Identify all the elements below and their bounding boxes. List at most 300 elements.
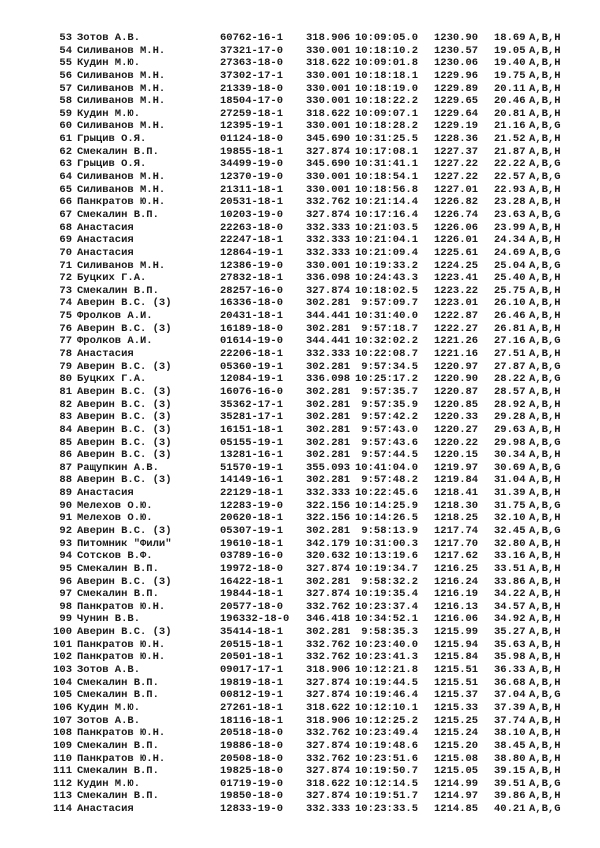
ring-number: 60762-16-1 [220,32,284,44]
percent: 32.45 [494,524,526,537]
arrival-time: 10:12:14.5 [355,777,419,790]
arrival-time: 10:17:08.1 [355,145,419,158]
place-number: 81 [59,385,72,398]
arrival-time: 10:23:40.0 [355,638,419,651]
percent: 34.22 [494,588,526,601]
table-row [48,196,593,209]
table-row [48,32,593,45]
speed: 1226.74 [434,208,479,221]
place-number: 104 [53,676,72,689]
ring-number: 14149-16-1 [220,474,284,487]
ring-number: 01124-18-0 [220,133,284,146]
ring-number: 34499-19-0 [220,158,284,171]
arrival-time: 9:57:35.9 [355,398,419,411]
place-number: 74 [59,297,72,310]
speed: 1230.06 [434,57,479,70]
place-number: 76 [59,322,72,335]
table-row [48,576,593,589]
percent: 34.57 [494,600,526,613]
speed: 1216.13 [434,600,479,613]
place-number: 75 [59,310,72,323]
distance: 330.001 [306,183,351,196]
table-row [48,449,593,462]
distance: 302.281 [306,423,351,436]
percent: 24.69 [494,246,526,259]
fancier-name: Силиванов М.Н. [77,259,166,272]
fancier-name: Грыцив О.Я. [77,133,147,146]
groups: A,B,G [529,461,561,474]
groups: A,B,H [529,600,561,613]
groups: A,B,H [529,69,561,82]
table-row [48,146,593,159]
place-number: 79 [59,360,72,373]
speed: 1227.37 [434,145,479,158]
ring-number: 19855-18-1 [220,145,284,158]
groups: A,B,H [529,348,561,361]
percent: 21.16 [494,120,526,133]
groups: A,B,G [529,158,561,171]
ring-number: 27832-18-1 [220,272,284,285]
table-row [48,335,593,348]
fancier-name: Мелехов О.Ю. [77,512,153,525]
arrival-time: 10:31:00.3 [355,537,419,550]
table-row [48,613,593,626]
speed: 1215.20 [434,739,479,752]
place-number: 99 [59,613,72,626]
distance: 355.093 [306,461,351,474]
arrival-time: 10:19:48.6 [355,739,419,752]
speed: 1217.62 [434,550,479,563]
distance: 327.874 [306,765,351,778]
distance: 302.281 [306,322,351,335]
place-number: 71 [59,259,72,272]
table-row [48,323,593,336]
results-table [48,32,593,816]
table-row [48,588,593,601]
speed: 1218.41 [434,487,479,500]
ring-number: 20577-18-0 [220,600,284,613]
table-row [48,373,593,386]
speed: 1219.84 [434,474,479,487]
fancier-name: Аверин В.С. (3) [77,626,172,639]
speed: 1214.97 [434,790,479,803]
ring-number: 12864-19-1 [220,246,284,259]
speed: 1226.06 [434,221,479,234]
ring-number: 28257-16-0 [220,284,284,297]
percent: 26.46 [494,310,526,323]
arrival-time: 10:19:34.7 [355,562,419,575]
distance: 327.874 [306,739,351,752]
place-number: 113 [53,790,72,803]
table-row [48,57,593,70]
percent: 20.46 [494,95,526,108]
percent: 35.27 [494,626,526,639]
table-row [48,778,593,791]
table-row [48,361,593,374]
arrival-time: 9:57:43.0 [355,423,419,436]
groups: A,B,H [529,398,561,411]
percent: 27.16 [494,335,526,348]
table-row [48,209,593,222]
place-number: 62 [59,145,72,158]
speed: 1226.01 [434,234,479,247]
percent: 19.05 [494,44,526,57]
fancier-name: Фролков А.И. [77,335,153,348]
fancier-name: Силиванов М.Н. [77,120,166,133]
arrival-time: 10:23:51.6 [355,752,419,765]
percent: 27.51 [494,348,526,361]
table-row [48,601,593,614]
distance: 327.874 [306,562,351,575]
ring-number: 20515-18-1 [220,638,284,651]
place-number: 111 [53,765,72,778]
percent: 37.39 [494,701,526,714]
ring-number: 16189-18-0 [220,322,284,335]
table-row [48,689,593,702]
arrival-time: 10:13:19.6 [355,550,419,563]
speed: 1224.25 [434,259,479,272]
speed: 1223.22 [434,284,479,297]
ring-number: 19972-18-0 [220,562,284,575]
speed: 1229.64 [434,107,479,120]
place-number: 89 [59,487,72,500]
distance: 332.762 [306,638,351,651]
place-number: 65 [59,183,72,196]
table-row [48,512,593,525]
arrival-time: 10:21:03.5 [355,221,419,234]
arrival-time: 9:57:18.7 [355,322,419,335]
place-number: 60 [59,120,72,133]
speed: 1222.27 [434,322,479,335]
percent: 20.11 [494,82,526,95]
percent: 23.28 [494,196,526,209]
percent: 29.98 [494,436,526,449]
table-row [48,740,593,753]
place-number: 97 [59,588,72,601]
place-number: 108 [53,727,72,740]
percent: 28.57 [494,385,526,398]
arrival-time: 9:57:44.5 [355,449,419,462]
arrival-time: 10:18:02.5 [355,284,419,297]
place-number: 73 [59,284,72,297]
distance: 302.281 [306,297,351,310]
arrival-time: 10:09:07.1 [355,107,419,120]
place-number: 70 [59,246,72,259]
fancier-name: Анастасия [77,221,134,234]
table-row [48,765,593,778]
table-row [48,386,593,399]
ring-number: 19844-18-1 [220,588,284,601]
groups: A,B,H [529,423,561,436]
groups: A,B,H [529,575,561,588]
percent: 23.63 [494,208,526,221]
table-row [48,563,593,576]
arrival-time: 10:32:02.2 [355,335,419,348]
percent: 21.87 [494,145,526,158]
speed: 1229.19 [434,120,479,133]
ring-number: 16422-18-1 [220,575,284,588]
speed: 1221.26 [434,335,479,348]
fancier-name: Силиванов М.Н. [77,183,166,196]
arrival-time: 10:14:25.9 [355,499,419,512]
arrival-time: 10:23:37.4 [355,600,419,613]
percent: 30.34 [494,449,526,462]
fancier-name: Силиванов М.Н. [77,69,166,82]
percent: 29.28 [494,411,526,424]
ring-number: 20518-18-0 [220,727,284,740]
arrival-time: 10:18:28.2 [355,120,419,133]
percent: 39.86 [494,790,526,803]
table-row [48,108,593,121]
percent: 36.68 [494,676,526,689]
speed: 1216.06 [434,613,479,626]
distance: 332.762 [306,727,351,740]
fancier-name: Буцких Г.А. [77,272,147,285]
place-number: 63 [59,158,72,171]
table-row [48,664,593,677]
ring-number: 22129-18-1 [220,487,284,500]
fancier-name: Аверин В.С. (3) [77,524,172,537]
speed: 1215.37 [434,689,479,702]
speed: 1215.05 [434,765,479,778]
fancier-name: Кудин М.Ю. [77,777,141,790]
speed: 1227.01 [434,183,479,196]
arrival-time: 10:41:04.0 [355,461,419,474]
fancier-name: Панкратов Ю.Н. [77,752,166,765]
table-row [48,297,593,310]
percent: 28.22 [494,373,526,386]
distance: 302.281 [306,524,351,537]
fancier-name: Анастасия [77,234,134,247]
table-row [48,500,593,513]
fancier-name: Аверин В.С. (3) [77,423,172,436]
table-row [48,639,593,652]
groups: A,B,H [529,32,561,44]
fancier-name: Анастасия [77,246,134,259]
arrival-time: 10:34:52.1 [355,613,419,626]
arrival-time: 10:24:43.3 [355,272,419,285]
arrival-time: 10:14:26.5 [355,512,419,525]
percent: 19.40 [494,57,526,70]
fancier-name: Силиванов М.Н. [77,95,166,108]
arrival-time: 10:12:25.2 [355,714,419,727]
place-number: 96 [59,575,72,588]
groups: A,B,G [529,373,561,386]
speed: 1230.57 [434,44,479,57]
ring-number: 27261-18-1 [220,701,284,714]
percent: 27.87 [494,360,526,373]
arrival-time: 10:21:14.4 [355,196,419,209]
distance: 332.333 [306,234,351,247]
table-row [48,95,593,108]
ring-number: 16151-18-1 [220,423,284,436]
arrival-time: 10:18:10.2 [355,44,419,57]
place-number: 103 [53,664,72,677]
ring-number: 13281-16-1 [220,449,284,462]
place-number: 59 [59,107,72,120]
distance: 327.874 [306,145,351,158]
ring-number: 05307-19-1 [220,524,284,537]
arrival-time: 10:12:21.8 [355,664,419,677]
place-number: 88 [59,474,72,487]
fancier-name: Смекалин В.П. [77,284,159,297]
distance: 344.441 [306,310,351,323]
ring-number: 196332-18-0 [220,613,290,626]
fancier-name: Кудин М.Ю. [77,107,141,120]
groups: A,B,G [529,499,561,512]
percent: 31.75 [494,499,526,512]
distance: 327.874 [306,588,351,601]
fancier-name: Зотов А.В. [77,664,141,677]
arrival-time: 9:57:43.6 [355,436,419,449]
speed: 1227.22 [434,158,479,171]
ring-number: 12084-19-1 [220,373,284,386]
arrival-time: 10:31:41.1 [355,158,419,171]
percent: 37.74 [494,714,526,727]
groups: A,B,G [529,777,561,790]
groups: A,B,H [529,676,561,689]
fancier-name: Аверин В.С. (3) [77,398,172,411]
distance: 302.281 [306,436,351,449]
fancier-name: Сотсков В.Ф. [77,550,153,563]
table-row [48,133,593,146]
fancier-name: Анастасия [77,803,134,816]
fancier-name: Анастасия [77,348,134,361]
groups: A,B,H [529,411,561,424]
speed: 1215.84 [434,651,479,664]
percent: 28.92 [494,398,526,411]
fancier-name: Ращупкин А.В. [77,461,159,474]
groups: A,B,G [529,335,561,348]
groups: A,B,H [529,133,561,146]
arrival-time: 10:23:41.3 [355,651,419,664]
place-number: 100 [53,626,72,639]
fancier-name: Силиванов М.Н. [77,44,166,57]
percent: 22.57 [494,171,526,184]
groups: A,B,G [529,259,561,272]
place-number: 109 [53,739,72,752]
ring-number: 35281-17-1 [220,411,284,424]
distance: 318.906 [306,664,351,677]
arrival-time: 9:58:32.2 [355,575,419,588]
place-number: 78 [59,348,72,361]
percent: 39.51 [494,777,526,790]
arrival-time: 10:25:17.2 [355,373,419,386]
fancier-name: Смекалин В.П. [77,208,159,221]
table-row [48,803,593,816]
groups: A,B,H [529,322,561,335]
place-number: 77 [59,335,72,348]
table-row [48,310,593,323]
groups: A,B,H [529,714,561,727]
table-row [48,171,593,184]
place-number: 86 [59,449,72,462]
groups: A,B,H [529,562,561,575]
arrival-time: 10:23:49.4 [355,727,419,740]
percent: 21.52 [494,133,526,146]
arrival-time: 10:18:19.0 [355,82,419,95]
groups: A,B,H [529,651,561,664]
speed: 1220.15 [434,449,479,462]
percent: 36.33 [494,664,526,677]
ring-number: 12370-19-0 [220,171,284,184]
table-row [48,45,593,58]
arrival-time: 10:18:18.1 [355,69,419,82]
distance: 318.622 [306,107,351,120]
percent: 31.39 [494,487,526,500]
speed: 1216.19 [434,588,479,601]
fancier-name: Чунин В.В. [77,613,141,626]
fancier-name: Панкратов Ю.Н. [77,651,166,664]
groups: A,B,H [529,272,561,285]
distance: 302.281 [306,449,351,462]
table-row [48,525,593,538]
ring-number: 35414-18-1 [220,626,284,639]
ring-number: 18116-18-1 [220,714,284,727]
arrival-time: 10:17:16.4 [355,208,419,221]
distance: 302.281 [306,360,351,373]
table-row [48,677,593,690]
groups: A,B,H [529,183,561,196]
distance: 327.874 [306,790,351,803]
arrival-time: 10:22:08.7 [355,348,419,361]
percent: 18.69 [494,32,526,44]
fancier-name: Смекалин В.П. [77,562,159,575]
percent: 29.63 [494,423,526,436]
place-number: 55 [59,57,72,70]
fancier-name: Аверин В.С. (3) [77,322,172,335]
distance: 327.874 [306,284,351,297]
place-number: 90 [59,499,72,512]
speed: 1223.41 [434,272,479,285]
place-number: 56 [59,69,72,82]
speed: 1220.27 [434,423,479,436]
distance: 302.281 [306,626,351,639]
arrival-time: 10:19:35.4 [355,588,419,601]
speed: 1216.24 [434,575,479,588]
table-row [48,234,593,247]
speed: 1214.85 [434,803,479,816]
ring-number: 01614-19-0 [220,335,284,348]
table-row [48,184,593,197]
speed: 1220.33 [434,411,479,424]
table-row [48,474,593,487]
groups: A,B,G [529,436,561,449]
arrival-time: 10:21:09.4 [355,246,419,259]
place-number: 58 [59,95,72,108]
place-number: 112 [53,777,72,790]
speed: 1219.97 [434,461,479,474]
place-number: 101 [53,638,72,651]
speed: 1227.22 [434,171,479,184]
ring-number: 05155-19-1 [220,436,284,449]
fancier-name: Смекалин В.П. [77,689,159,702]
table-row [48,272,593,285]
distance: 327.874 [306,208,351,221]
groups: A,B,H [529,613,561,626]
speed: 1215.99 [434,626,479,639]
percent: 38.80 [494,752,526,765]
percent: 23.99 [494,221,526,234]
speed: 1220.90 [434,373,479,386]
place-number: 66 [59,196,72,209]
speed: 1229.96 [434,69,479,82]
percent: 31.04 [494,474,526,487]
groups: A,B,H [529,310,561,323]
fancier-name: Зотов А.В. [77,32,141,44]
groups: A,B,H [529,638,561,651]
groups: A,B,H [529,196,561,209]
